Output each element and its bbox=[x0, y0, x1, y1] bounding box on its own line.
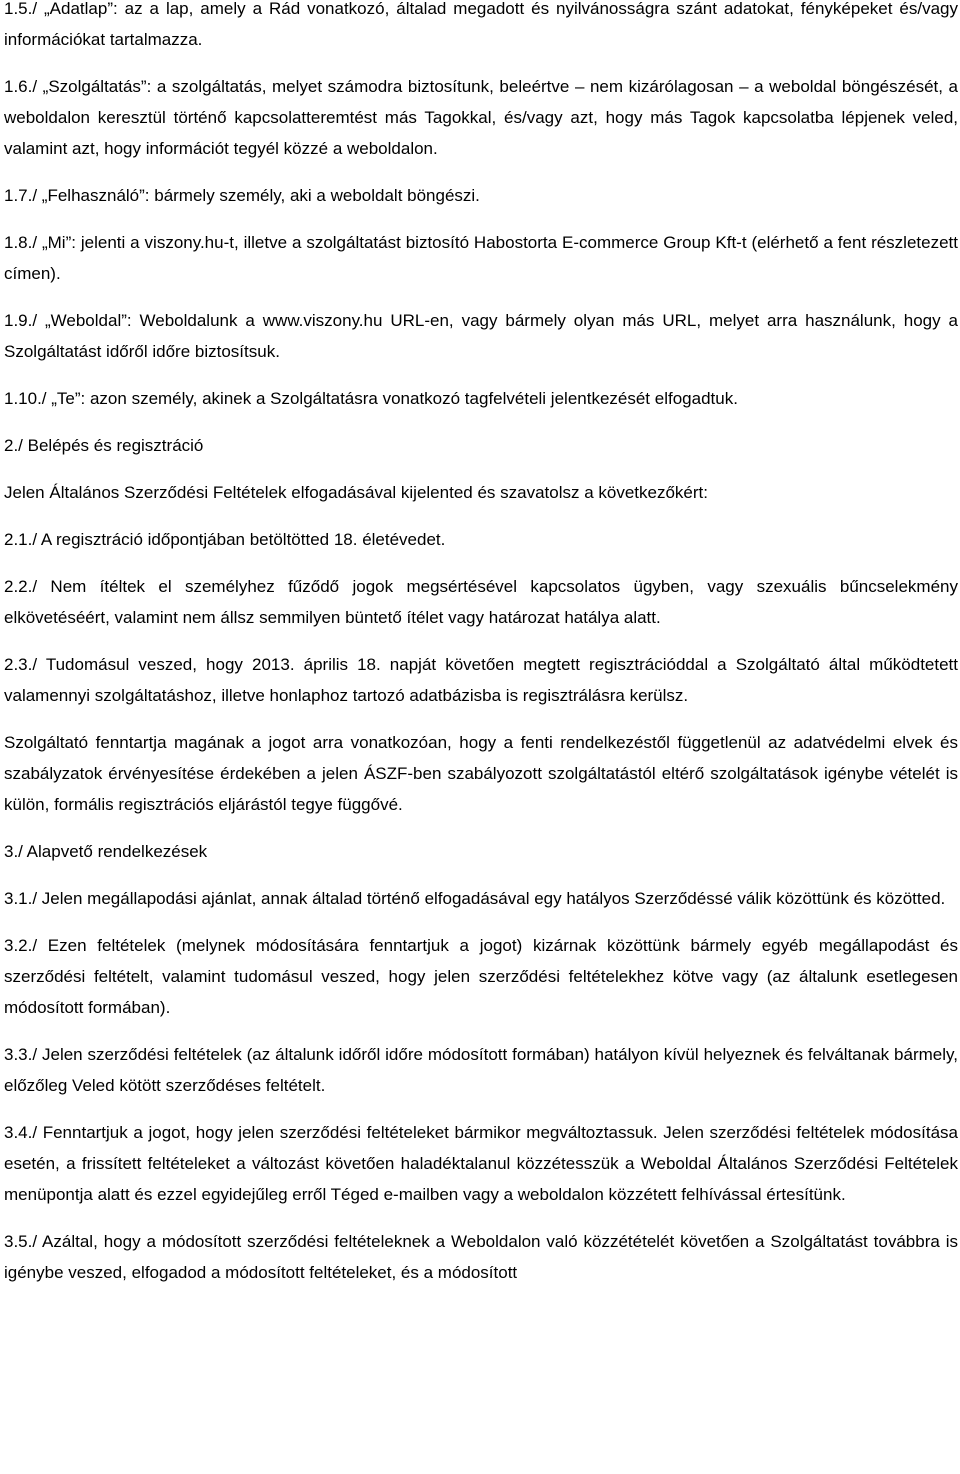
definition-szolgaltatas: 1.6./ „Szolgáltatás”: a szolgáltatás, melyet számodra biztosítunk, beleértve – nem kizárólagosan – a weboldal böngészését, a weboldalon keresztül történő kapcsolatteremtést más Tagokkal, és/vagy azt, hogy más Tagok kapcsolatba lépjenek veled, valamint azt, hogy információt tegyél közzé a weboldalon. bbox=[4, 77, 958, 158]
definition-te: 1.10./ „Te”: azon személy, akinek a Szolgáltatásra vonatkozó tagfelvételi jelentkezését elfogadtuk. bbox=[4, 389, 738, 408]
section-heading-alapveto: 3./ Alapvető rendelkezések bbox=[4, 842, 208, 861]
clause-3-3: 3.3./ Jelen szerződési feltételek (az általunk időről időre módosított formában) hatályon kívül helyeznek és felváltanak bármely, előzőleg Veled kötött szerződéses feltételt. bbox=[4, 1045, 958, 1095]
section-heading-belepes: 2./ Belépés és regisztráció bbox=[4, 436, 204, 455]
clause-2-1: 2.1./ A regisztráció időpontjában betöltötted 18. életévedet. bbox=[4, 530, 446, 549]
clause-3-2: 3.2./ Ezen feltételek (melynek módosítására fenntartjuk a jogot) kizárnak közöttünk bármely egyéb megállapodást és szerződési feltételt, valamint tudomásul veszed, hogy jelen szerződési feltételekhez kötve vagy (az általunk esetlegesen módosított formában). bbox=[4, 936, 958, 1017]
section-intro-paragraph: Jelen Általános Szerződési Feltételek elfogadásával kijelented és szavatolsz a következőkért: bbox=[4, 483, 708, 502]
definition-adatlap: 1.5./ „Adatlap”: az a lap, amely a Rád vonatkozó, általad megadott és nyilvánosságra szánt adatokat, fényképeket és/vagy információkat tartalmazza. bbox=[4, 0, 958, 49]
definition-felhasznalo: 1.7./ „Felhasználó”: bármely személy, aki a weboldalt böngészi. bbox=[4, 186, 480, 205]
document-page bbox=[4, 0, 958, 1304]
clause-3-1: 3.1./ Jelen megállapodási ajánlat, annak általad történő elfogadásával egy hatályos Szerződéssé válik közöttünk és közötted. bbox=[4, 889, 946, 908]
clause-2-3: 2.3./ Tudomásul veszed, hogy 2013. április 18. napját követően megtett regisztrációddal a Szolgáltató által működtetett valamennyi szolgáltatáshoz, illetve honlaphoz tartozó adatbázisba is regisztrálásra kerülsz. bbox=[4, 655, 958, 705]
definition-mi: 1.8./ „Mi”: jelenti a viszony.hu-t, illetve a szolgáltatást biztosító Habostorta E-commerce Group Kft-t (elérhető a fent részletezett címen). bbox=[4, 233, 958, 283]
definition-weboldal: 1.9./ „Weboldal”: Weboldalunk a www.viszony.hu URL-en, vagy bármely olyan más URL, melyet arra használunk, hogy a Szolgáltatást időről időre biztosítsuk. bbox=[4, 311, 958, 361]
clause-2-2: 2.2./ Nem ítéltek el személyhez fűződő jogok megsértésével kapcsolatos ügyben, vagy szexuális bűncselekmény elkövetéséért, valamint nem állsz semmilyen büntető ítélet vagy határozat hatálya alatt. bbox=[4, 577, 958, 627]
clause-3-5: 3.5./ Azáltal, hogy a módosított szerződési feltételeknek a Weboldalon való közzétételét követően a Szolgáltatást továbbra is igénybe veszed, elfogadod a módosított feltételeket, és a módosított bbox=[4, 1232, 958, 1282]
clause-3-4: 3.4./ Fenntartjuk a jogot, hogy jelen szerződési feltételeket bármikor megváltoztassuk. Jelen szerződési feltételek módosítása esetén, a frissített feltételeket a változást követően haladéktalanul közzétesszük a Weboldal Általános Szerződési Feltételek menüpontja alatt és ezzel egyidejűleg erről Téged e-mailben vagy a weboldalon közzétett felhívással értesítünk. bbox=[4, 1123, 958, 1204]
provider-rights-paragraph: Szolgáltató fenntartja magának a jogot arra vonatkozóan, hogy a fenti rendelkezéstől függetlenül az adatvédelmi elvek és szabályzatok érvényesítése érdekében a jelen ÁSZF-ben szabályozott szolgáltatástól eltérő szolgáltatások igénybe vételét is külön, formális regisztrációs eljárástól tegye függővé. bbox=[4, 733, 958, 814]
